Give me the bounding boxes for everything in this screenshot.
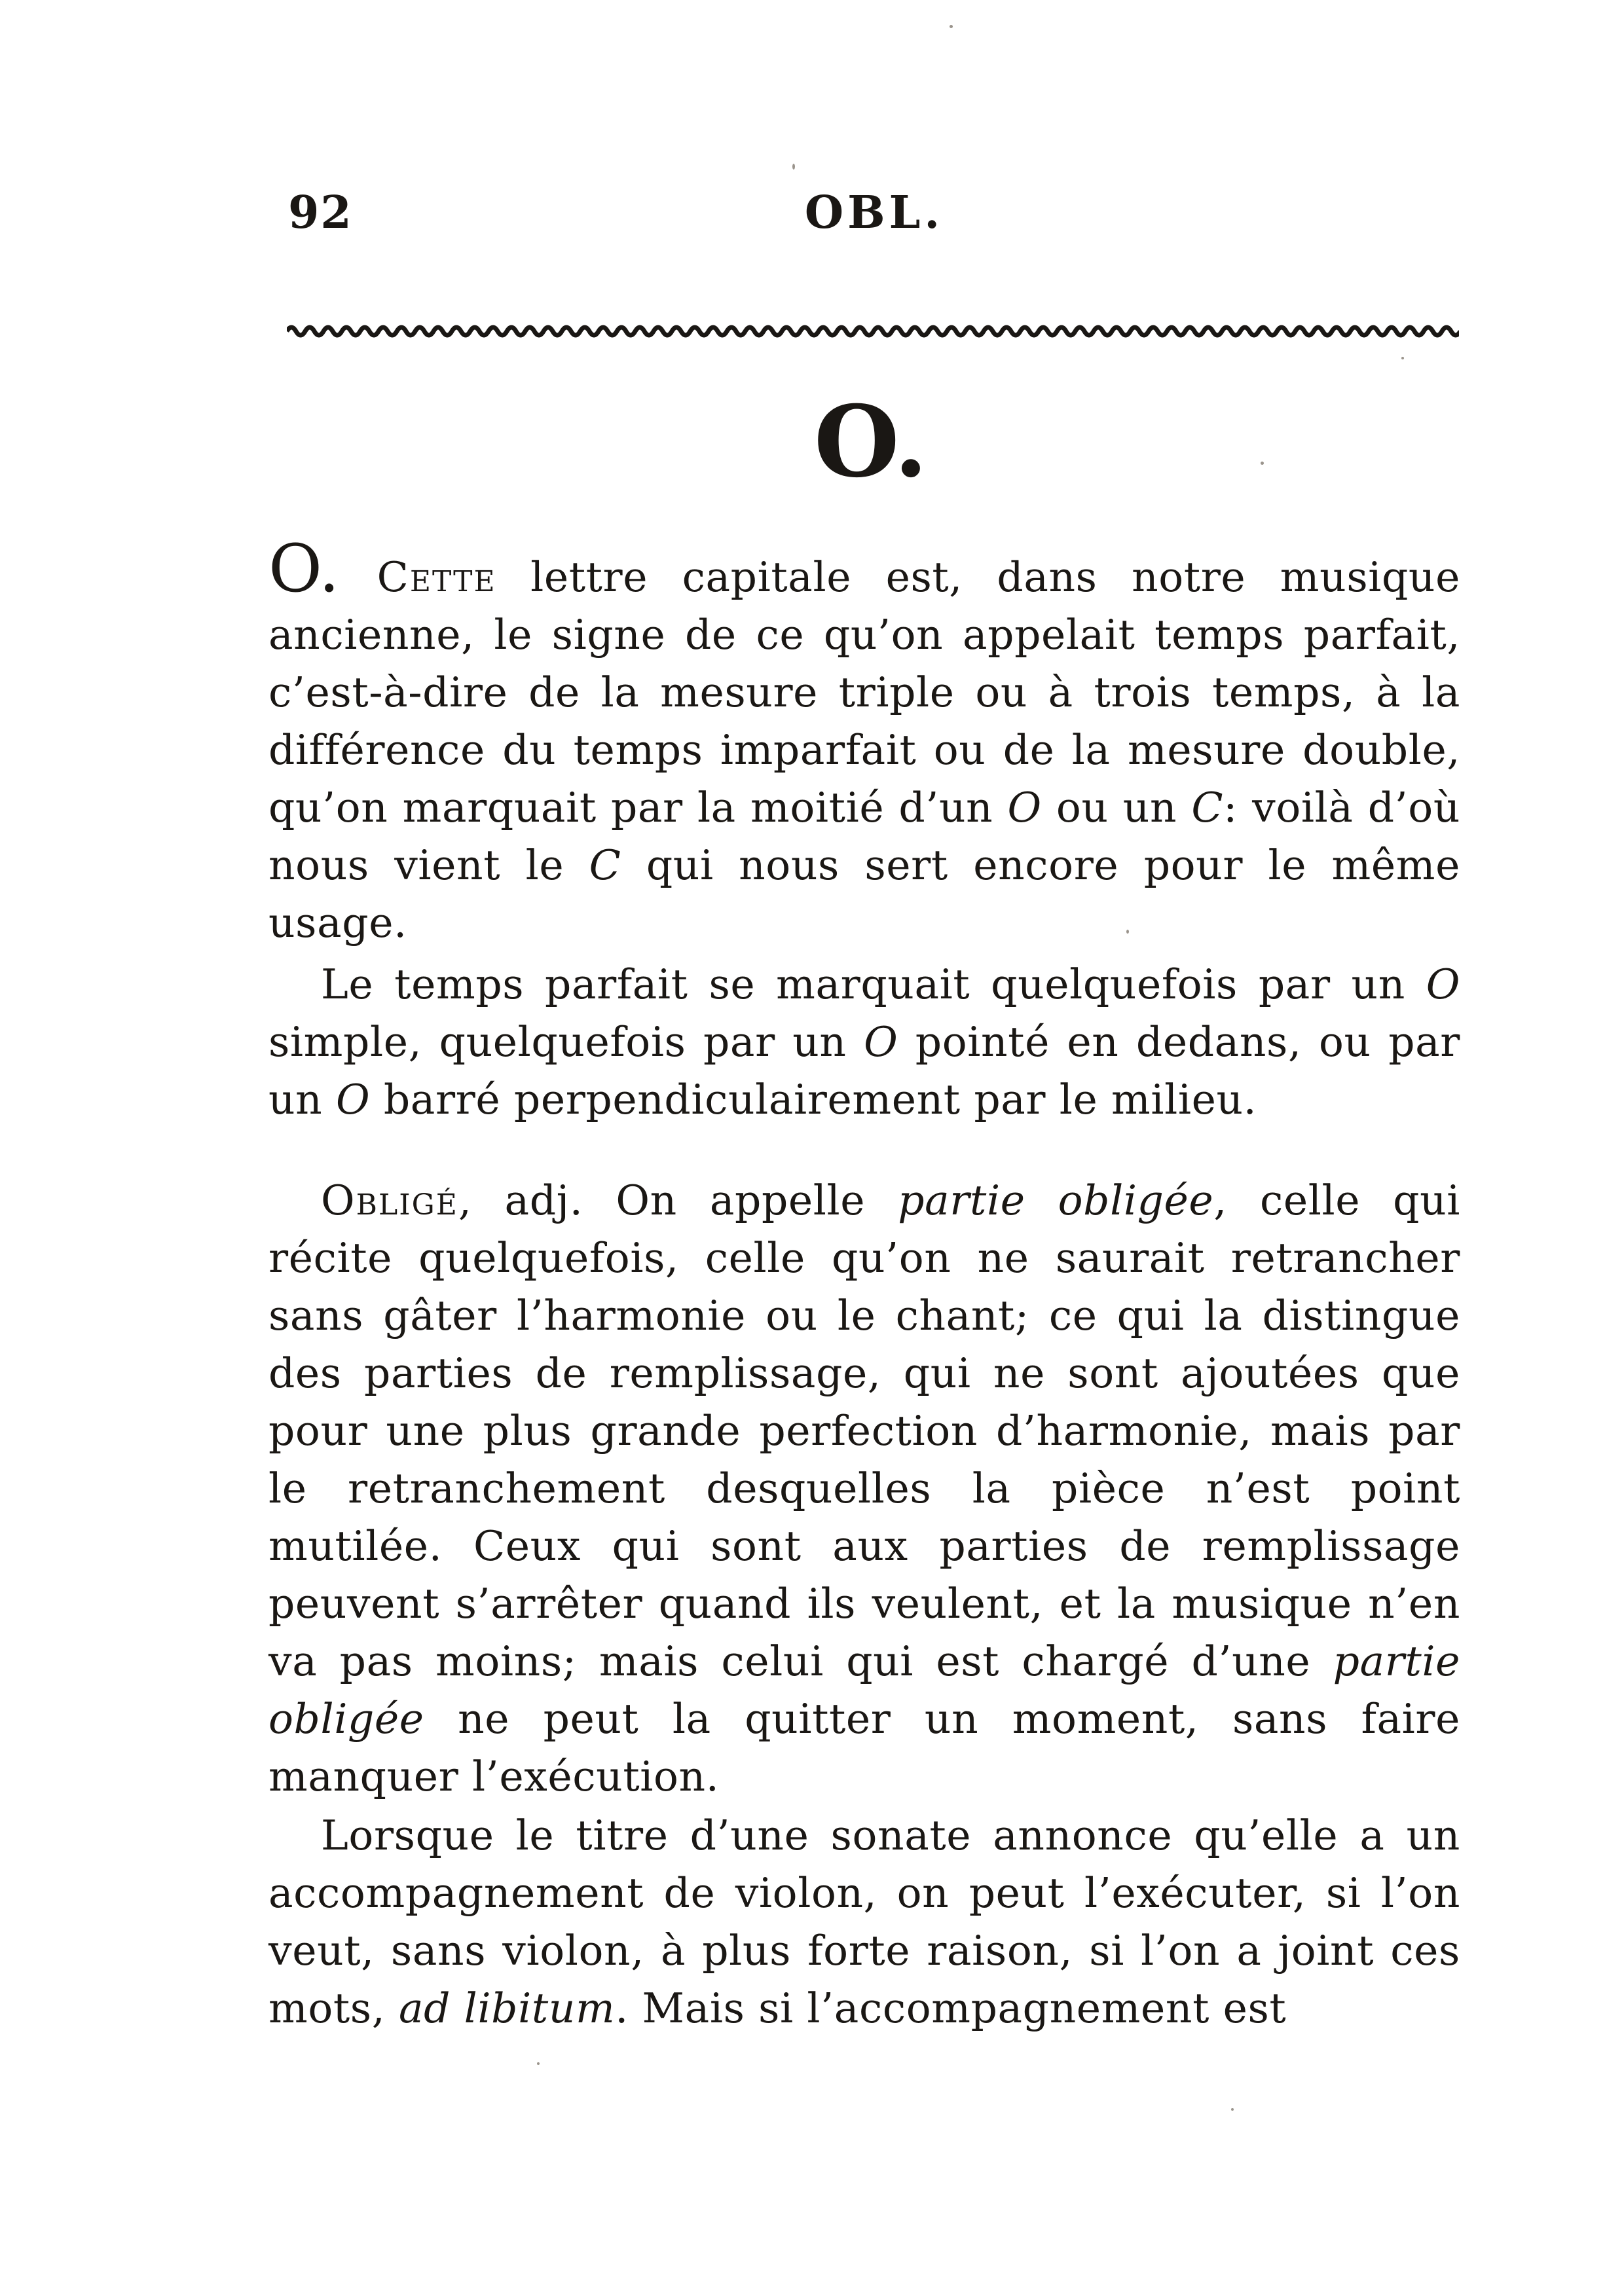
print-speck <box>1261 462 1264 465</box>
entry-o-paragraph <box>268 530 1461 952</box>
running-head: OBL. <box>804 187 944 239</box>
print-speck <box>1401 357 1404 359</box>
ornamental-rule <box>287 319 1459 343</box>
entry-o-letter-o: O <box>335 1076 371 1123</box>
print-speck <box>1126 930 1129 934</box>
entry-o-letter-c: C <box>1191 784 1224 831</box>
entry-oblige-headword: Obligé <box>321 1176 458 1224</box>
entry-oblige-text: . Mais si l’accompagnement est <box>615 1984 1287 2032</box>
entry-o-text: simple, quelquefois par un <box>268 1018 864 1066</box>
entry-oblige-text: , celle qui récite quelquefois, celle qu’on ne saurait retrancher sans gâter l’harmonie ou le chant; ce qui la distingue des parties de remplissage, qui ne sont ajoutées que pour une plus grande perfection d’harmonie, mais par le retranchement desquelles la pièce n’est point mutilée. Ceux qui sont aux parties de remplissage peuvent s’arrêter quand ils veulent, et la musique n’en va pas moins; mais celui qui est chargé d’une <box>268 1176 1460 1685</box>
entry-oblige-term: ad libitum <box>398 1984 616 2032</box>
entry-o-text: barré perpendiculairement par le milieu. <box>370 1076 1257 1123</box>
page-number: 92 <box>288 187 353 239</box>
entry-o-text: pointé en dedans, ou par un <box>268 1018 1460 1123</box>
print-speck <box>1231 2108 1234 2111</box>
entry-oblige-text: ne peut la quitter un moment, sans faire manquer l’exécution. <box>268 1695 1460 1800</box>
entry-o-text: : voilà d’où nous vient le <box>268 784 1461 889</box>
print-speck <box>950 25 953 28</box>
entry-o-text: lettre capitale est, dans notre musique ancienne, le signe de ce qu’on appelait temps parfait, c’est-à-dire de la mesure triple ou à trois temps, à la différence du temps imparfait ou de la mesure double, qu’on marquait par la moitié d’un <box>268 553 1460 831</box>
entry-o-lead-word: Cette <box>377 553 496 601</box>
entry-o-text: Le temps parfait se marquait quelquefois par un <box>321 960 1426 1008</box>
print-speck <box>792 164 795 170</box>
entry-oblige-term: partie obligée <box>268 1637 1460 1743</box>
section-letter-heading: O. <box>813 384 929 500</box>
entry-oblige-paragraph-2 <box>268 1807 1460 2037</box>
entry-o-letter-c: C <box>589 841 621 889</box>
entry-o-text: ou un <box>1041 784 1192 831</box>
entry-o-letter-o: O <box>864 1018 898 1066</box>
entry-o-letter-o: O <box>1426 960 1460 1008</box>
entry-oblige-paragraph <box>268 1172 1460 1806</box>
entry-oblige-text: , adj. On appelle <box>458 1176 898 1224</box>
entry-o-headword: O. <box>268 530 341 607</box>
entry-oblige-term: partie obligée <box>898 1176 1214 1224</box>
entry-o-text: qui nous sert encore pour le même usage. <box>268 841 1460 947</box>
print-speck <box>537 2062 540 2065</box>
entry-oblige-text: Lorsque le titre d’une sonate annonce qu’elle a un accompagnement de violon, on peut l’exécuter, si l’on veut, sans violon, à plus forte raison, si l’on a joint ces mots, <box>268 1812 1460 2032</box>
entry-o-paragraph-2 <box>268 956 1460 1129</box>
entry-o-letter-o: O <box>1007 784 1042 831</box>
wavy-rule-line <box>287 327 1459 335</box>
